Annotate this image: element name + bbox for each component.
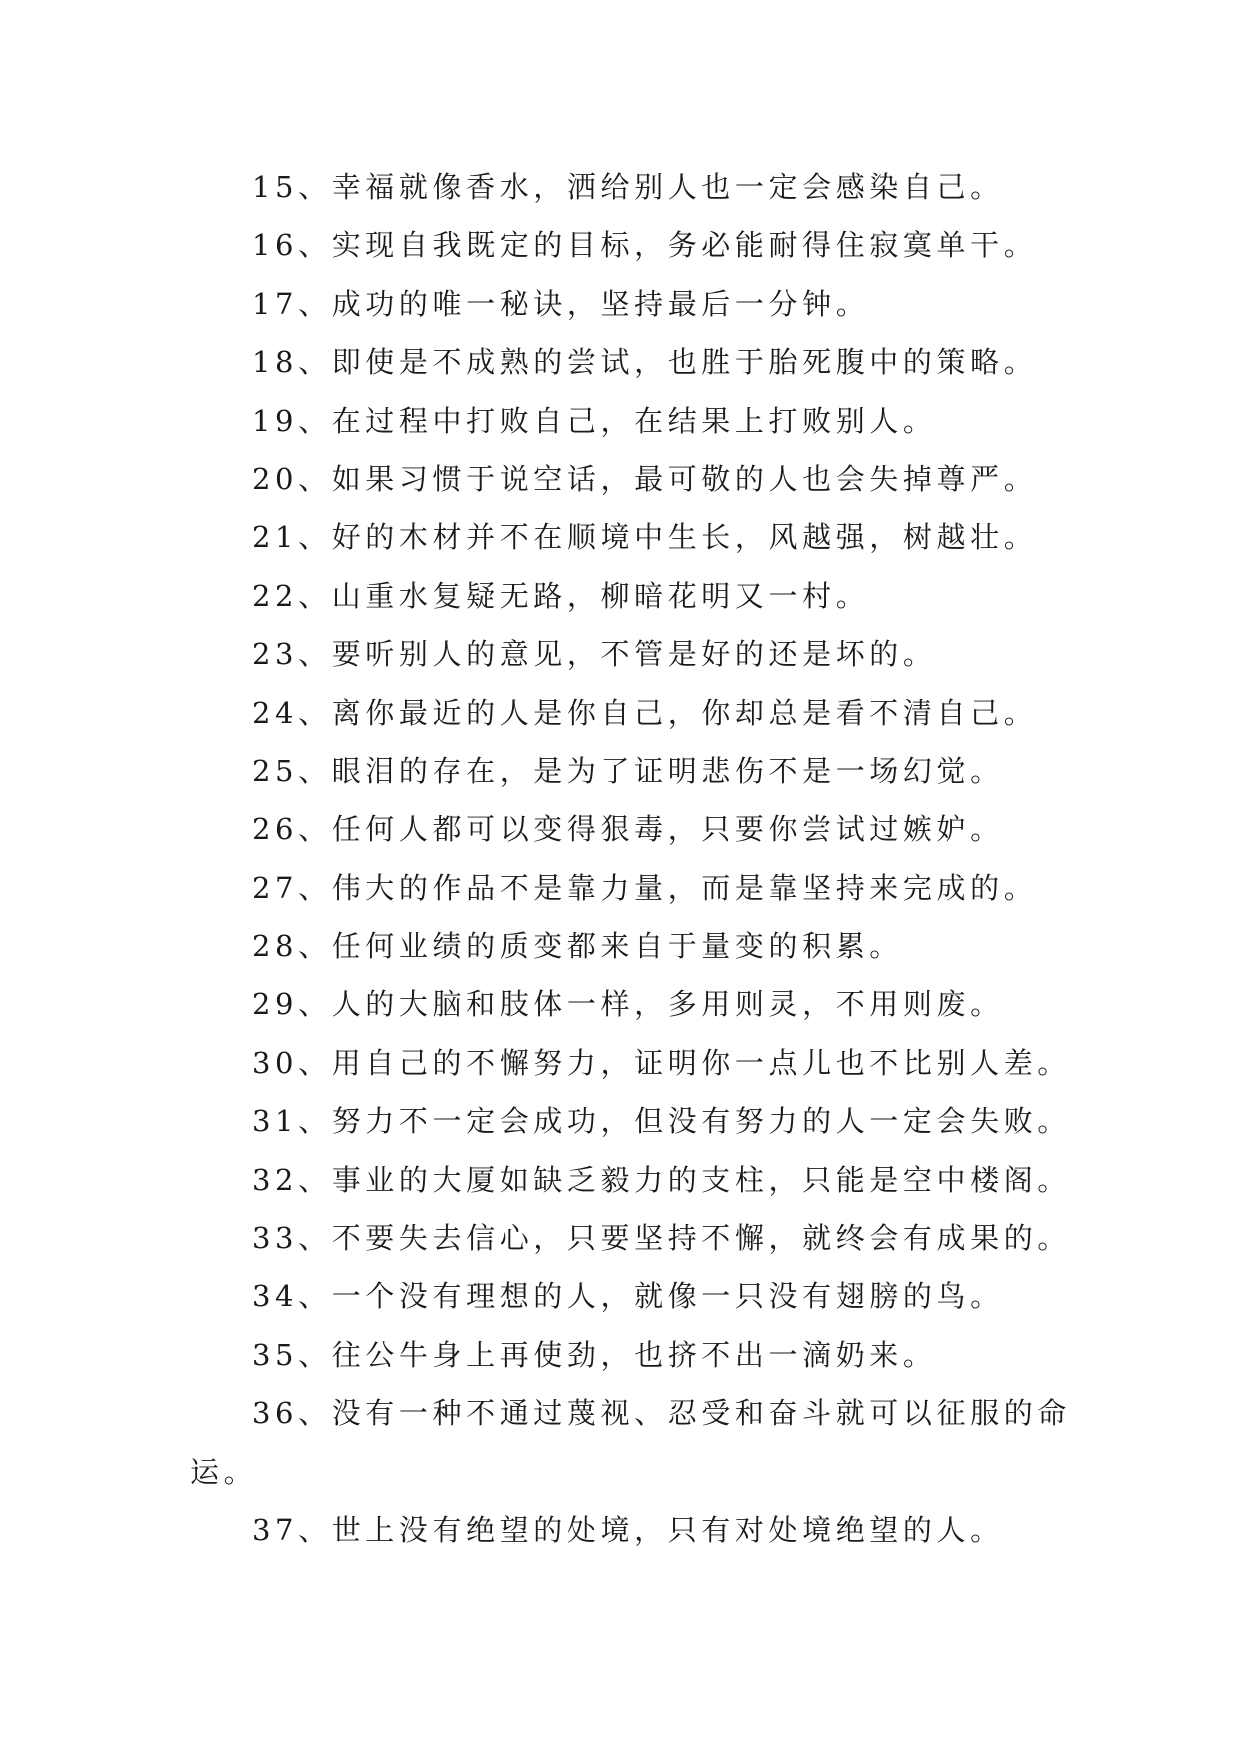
quote-line-24: 24、离你最近的人是你自己，你却总是看不清自己。 [252,695,1038,730]
quote-line-30: 30、用自己的不懈努力，证明你一点儿也不比别人差。 [252,1045,1071,1080]
quote-line-28: 28、任何业绩的质变都来自于量变的积累。 [252,929,903,964]
quote-line-37: 37、世上没有绝望的处境，只有对处境绝望的人。 [252,1512,1004,1547]
quote-line-32: 32、事业的大厦如缺乏毅力的支柱，只能是空中楼阁。 [252,1162,1071,1197]
quote-line-34: 34、一个没有理想的人，就像一只没有翅膀的鸟。 [252,1279,1004,1314]
quote-line-18: 18、即使是不成熟的尝试，也胜于胎死腹中的策略。 [252,345,1038,380]
quote-line-20: 20、如果习惯于说空话，最可敬的人也会失掉尊严。 [252,461,1038,496]
quote-line-35: 35、往公牛身上再使劲，也挤不出一滴奶来。 [252,1337,937,1372]
quote-line-23: 23、要听别人的意见，不管是好的还是坏的。 [252,637,937,672]
quote-line-25: 25、眼泪的存在，是为了证明悲伤不是一场幻觉。 [252,753,1004,788]
quote-list [190,158,1070,1559]
quote-line-15: 15、幸福就像香水，洒给别人也一定会感染自己。 [252,170,1004,204]
quote-line-22: 22、山重水复疑无路，柳暗花明又一村。 [252,578,870,613]
quote-line-21: 21、好的木材并不在顺境中生长，风越强，树越壮。 [252,520,1038,555]
quote-line-19: 19、在过程中打败自己，在结果上打败别人。 [252,403,937,438]
quote-line-31: 31、努力不一定会成功，但没有努力的人一定会失败。 [252,1104,1071,1139]
quote-line-27: 27、伟大的作品不是靠力量，而是靠坚持来完成的。 [252,870,1038,905]
quote-line-26: 26、任何人都可以变得狠毒，只要你尝试过嫉妒。 [252,812,1004,847]
quote-line-36: 36、没有一种不通过蔑视、忍受和奋斗就可以征服的命 [252,1396,1071,1431]
quote-line-16: 16、实现自我既定的目标，务必能耐得住寂寞单干。 [252,228,1038,263]
quote-line-33: 33、不要失去信心，只要坚持不懈，就终会有成果的。 [252,1221,1071,1256]
quote-line-29: 29、人的大脑和肢体一样，多用则灵，不用则废。 [252,987,1004,1022]
quote-line-17: 17、成功的唯一秘诀，坚持最后一分钟。 [252,286,870,321]
quote-line-36-continued: 运。 [190,1454,258,1489]
